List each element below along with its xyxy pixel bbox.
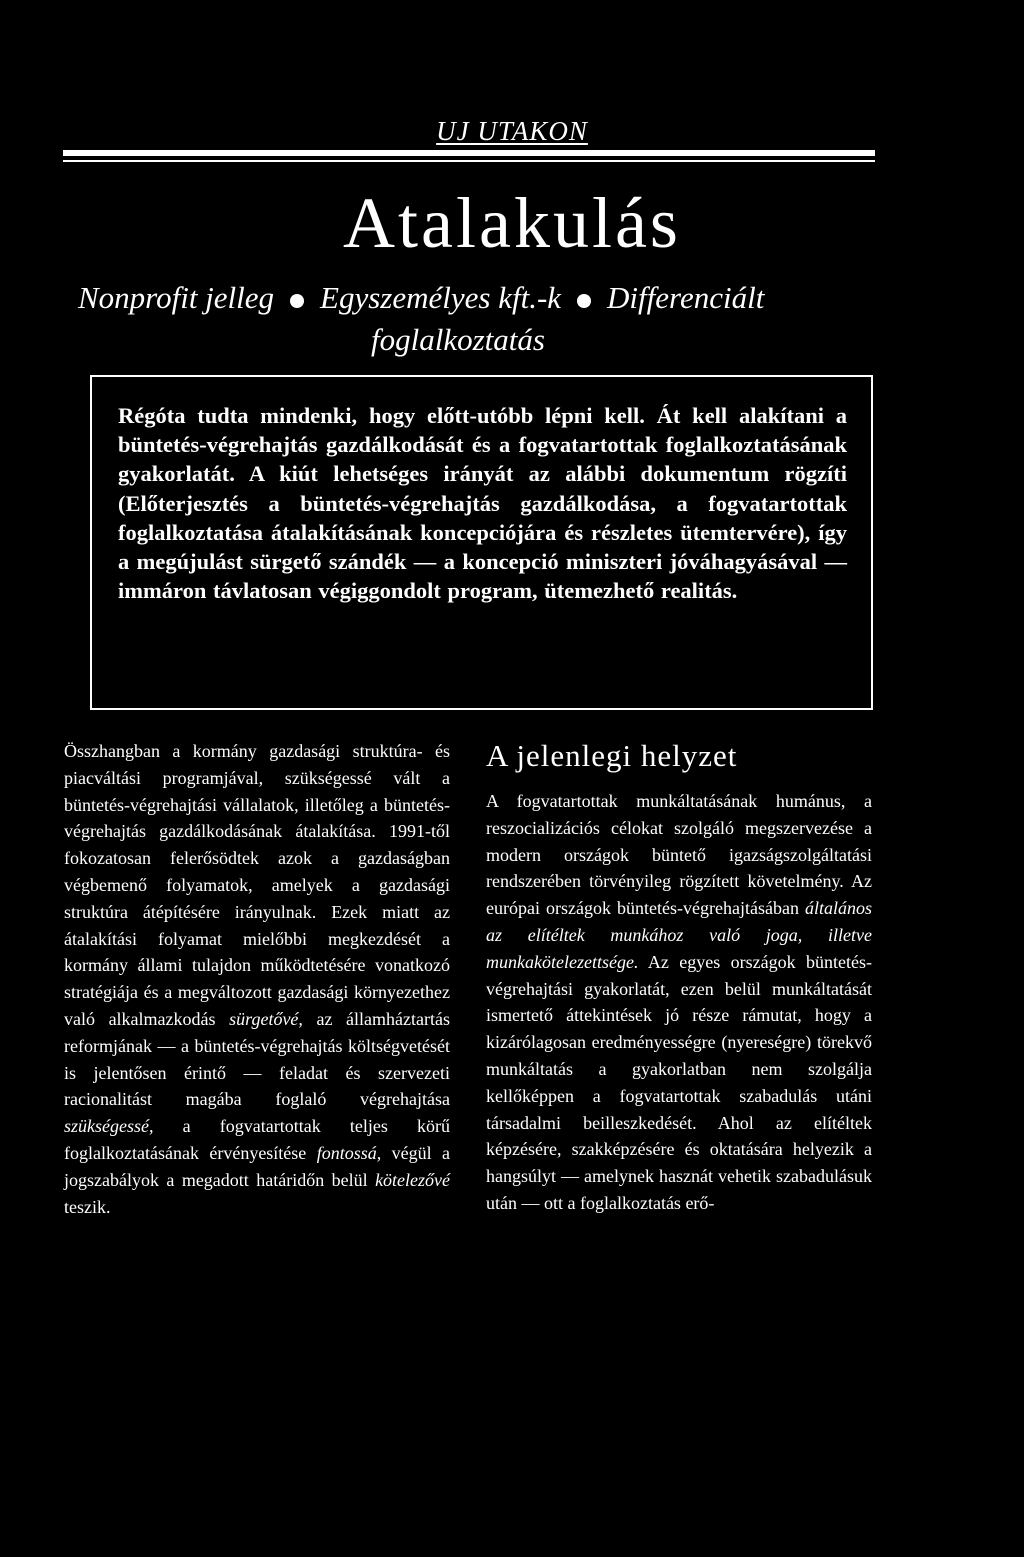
text-run: Összhangban a kormány gazdasági struktúra- és piacváltási programjával, szükségessé vált a büntetés-végrehajtási vállalatok, illetőleg a büntetés-végrehajtás gazdálkodásának átalakítása. 1991-től fokozatosan felerősödtek azok a gazdaságban végbemenő folyamatok, amelyek a gazdasági struktúra átépítésére irányulnak. Ezek miatt az átalakítási folyamat mielőbbi megkezdését a kormány állami tulajdon működtetésére vonatkozó stratégiája és a megváltozott gazdasági környezethez való alkalmazkodás <box>64 741 450 1029</box>
bullet-icon <box>290 294 304 308</box>
lead-box <box>90 375 873 710</box>
emphasis: fontossá, <box>316 1142 382 1163</box>
emphasis: szükségessé, <box>64 1116 154 1137</box>
emphasis: kötelezővé <box>375 1169 451 1190</box>
article-subtitle <box>78 277 878 361</box>
text-run: Az egyes országok büntetés-végrehajtási gyakorlatát, ezen belül munkáltatását ismertető áttekintések jó része rámutat, hogy a kizárólagosan eredményességre (nyereségre) törekvő munkáltatás a gyakorlatban nem szolgálja kellőképpen a fogvatartottak szabadulás utáni társadalmi beilleszkedését. Ahol az elítéltek képzésére, szakképzésére és oktatására helyezik a hangsúlyt — amelynek hasznát vehetik szabadulásuk után — ott a foglalkoztatás erő- <box>486 951 872 1213</box>
article-title: Atalakulás <box>343 183 681 263</box>
section-heading: A jelenlegi helyzet <box>486 738 738 773</box>
text-run: A fogvatartottak munkáltatásának humánus, a reszocializációs célokat szolgáló megszervezése a modern országok büntető igazságszolgáltatási rendszerében törvényileg rögzített követelmény. Az európai országok büntetés-végrehajtásában <box>486 791 872 919</box>
subtitle-continuation: foglalkoztatás <box>371 322 545 357</box>
header-rule-thin <box>63 160 875 162</box>
right-column-paragraph <box>486 788 872 1217</box>
text-run: az államháztartás reformjának — a büntetés-végrehajtás költségvetését is jelentősen érintő — feladat és szervezeti racionalitást magába foglaló végrehajtása <box>64 1008 450 1110</box>
left-column <box>64 738 450 1220</box>
bullet-icon <box>577 294 591 308</box>
subtitle-item: Differenciált <box>607 280 765 315</box>
right-column <box>486 738 872 1217</box>
header-rule-thick <box>63 150 875 156</box>
text-run: teszik. <box>64 1196 111 1217</box>
left-column-paragraph <box>64 738 450 1220</box>
emphasis: sürgetővé, <box>229 1008 303 1029</box>
subtitle-item: Nonprofit jelleg <box>78 280 275 315</box>
section-label: UJ UTAKON <box>436 116 588 146</box>
text-run: a fogvatartottak teljes körű foglalkoztatásának érvényesítése <box>64 1116 450 1163</box>
emphasis: általános az elítéltek munkához való joga, illetve munkakötelezettsége. <box>486 898 873 972</box>
text-run: végül a jogszabályok a megadott határidőn belül <box>64 1142 451 1190</box>
lead-paragraph: Régóta tudta mindenki, hogy előtt-utóbb lépni kell. Át kell alakítani a büntetés-végrehajtás gazdálkodását és a fogvatartottak foglalkoztatásának gyakorlatát. A kiút lehetséges irányát az alábbi dokumentum rögzíti (Előterjesztés a büntetés-végrehajtás gazdálkodása, a fogvatartottak foglalkoztatása átalakításának koncepciójára és részletes ütemtervére), így a megújulást sürgető szándék — a koncepció miniszteri jóváhagyásával — immáron távlatosan végiggondolt program, ütemezhető realitás. <box>118 403 847 604</box>
subtitle-item: Egyszemélyes kft.-k <box>320 280 562 315</box>
